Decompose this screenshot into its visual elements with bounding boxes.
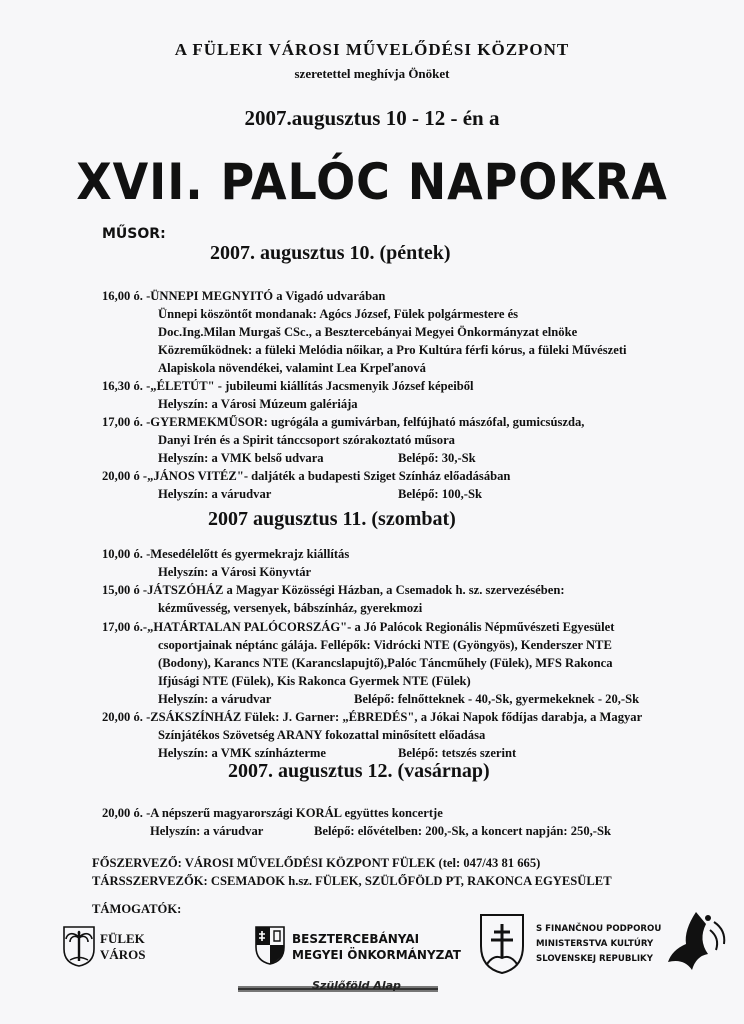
main-organizer: FŐSZERVEZŐ: VÁROSI MŰVELŐDÉSI KÖZPONT FÜLEK (tel: 047/43 81 665) <box>92 856 541 870</box>
event-line: 10,00 ó. -Mesedélelőtt és gyermekrajz kiállítás <box>102 547 350 561</box>
fulek-city-crest-icon <box>62 925 96 967</box>
bbsk-logo-line2: MEGYEI ÖNKORMÁNYZAT <box>292 948 461 962</box>
invitation-line: szeretettel meghívja Önöket <box>294 66 450 81</box>
event-line: 20,00 ó. -A népszerű magyarországi KORÁL együttes koncertje <box>102 806 443 820</box>
day-heading-sunday: 2007. augusztus 12. (vasárnap) <box>228 760 490 782</box>
event-venue: Helyszín: a várudvar <box>158 487 272 501</box>
event-price: Belépő: felnőtteknek - 40,-Sk, gyermekeknek - 20,-Sk <box>354 692 640 706</box>
event-line: 16,30 ó. -„ÉLETÚT" - jubileumi kiállítás Jacsmenyik József képeiből <box>102 379 474 393</box>
event-price: Belépő: tetszés szerint <box>398 746 517 760</box>
event-line: 17,00 ó.-„HATÁRTALAN PALÓCORSZÁG"- a Jó Palócok Regionális Népművészeti Egyesület <box>102 620 615 634</box>
sponsors-label: TÁMOGATÓK: <box>92 902 182 916</box>
ministry-logo-line3: SLOVENSKEJ REPUBLIKY <box>536 954 653 964</box>
culture-profile-emblem-icon <box>662 910 728 982</box>
event-price: Belépő: 100,-Sk <box>398 487 482 501</box>
event-line: 17,00 ó. -GYERMEKMŰSOR: ugrógála a gumivárban, felfújható mászófal, gumicsúszda, <box>102 415 585 429</box>
event-line: 16,00 ó. -ÜNNEPI MEGNYITÓ a Vigadó udvarában <box>102 289 386 303</box>
event-price: Belépő: elővételben: 200,-Sk, a koncert napján: 250,-Sk <box>314 824 611 838</box>
event-line: Ifjúsági NTE (Fülek), Kis Rakonca Gyermek NTE (Fülek) <box>158 674 471 688</box>
ministry-logo-line2: MINISTERSTVA KULTÚRY <box>536 939 654 949</box>
event-line: csoportjainak néptánc gálája. Fellépők: Vidrócki NTE (Gyöngyös), Kenderszer NTE <box>158 638 612 652</box>
event-venue: Helyszín: a Városi Könyvtár <box>158 565 312 579</box>
event-line: 20,00 ó. -ZSÁKSZÍNHÁZ Fülek: J. Garner: „ÉBREDÉS", a Jókai Napok fődíjas darabja, a Magyar <box>102 710 643 724</box>
event-line: Közreműködnek: a füleki Melódia nőikar, a Pro Kultúra férfi kórus, a füleki Művészeti <box>158 343 627 357</box>
event-venue: Helyszín: a várudvar <box>150 824 264 838</box>
organizer-heading: A FÜLEKI VÁROSI MŰVELŐDÉSI KÖZPONT <box>174 40 570 59</box>
bbsk-region-crest-icon <box>254 925 286 965</box>
event-line: 15,00 ó -JÁTSZÓHÁZ a Magyar Közösségi Házban, a Csemadok h. sz. szervezésében: <box>102 583 565 597</box>
program-label: MŰSOR: <box>102 226 166 242</box>
slovak-coat-of-arms-icon <box>478 912 526 976</box>
event-title: XVII. PALÓC NAPOKRA <box>76 153 668 211</box>
ministry-logo-line1: S FINANČNOU PODPOROU <box>536 924 662 934</box>
day-heading-saturday: 2007 augusztus 11. (szombat) <box>208 508 456 530</box>
event-line: Ünnepi köszöntőt mondanak: Agócs József, Fülek polgármestere és <box>158 307 519 321</box>
date-range: 2007.augusztus 10 - 12 - én a <box>244 106 500 130</box>
co-organizers: TÁRSSZERVEZŐK: CSEMADOK h.sz. FÜLEK, SZÜLŐFÖLD PT, RAKONCA EGYESÜLET <box>92 874 612 888</box>
event-line: (Bodony), Karancs NTE (Karancslapujtő),Palóc Táncműhely (Fülek), MFS Rakonca <box>158 656 613 670</box>
event-venue: Helyszín: a VMK színházterme <box>158 746 326 760</box>
bbsk-logo-line1: BESZTERCEBÁNYAI <box>292 932 420 946</box>
event-line: Danyi Irén és a Spirit tánccsoport szórakoztató műsora <box>158 433 455 447</box>
event-line: Színjátékos Szövetség ARANY fokozattal minősített előadása <box>158 728 486 742</box>
event-price: Belépő: 30,-Sk <box>398 451 476 465</box>
event-venue: Helyszín: a Városi Múzeum galériája <box>158 397 358 411</box>
event-venue: Helyszín: a VMK belső udvara <box>158 451 324 465</box>
event-line: Doc.Ing.Milan Murgaš CSc., a Besztercebányai Megyei Önkormányzat elnöke <box>158 325 578 339</box>
event-venue: Helyszín: a várudvar <box>158 692 272 706</box>
event-line: 20,00 ó -„JÁNOS VITÉZ"- daljáték a budapesti Sziget Színház előadásában <box>102 469 511 483</box>
fulek-logo-line2: VÁROS <box>100 947 146 962</box>
event-line: kézművesség, versenyek, bábszínház, gyerekmozi <box>158 601 423 615</box>
day-heading-friday: 2007. augusztus 10. (péntek) <box>210 242 451 264</box>
event-line: Alapiskola növendékei, valamint Lea Krpeľanová <box>158 361 426 375</box>
fulek-logo-line1: FÜLEK <box>100 931 145 946</box>
szulofold-logo-text: Szülőföld Alap <box>312 979 401 992</box>
